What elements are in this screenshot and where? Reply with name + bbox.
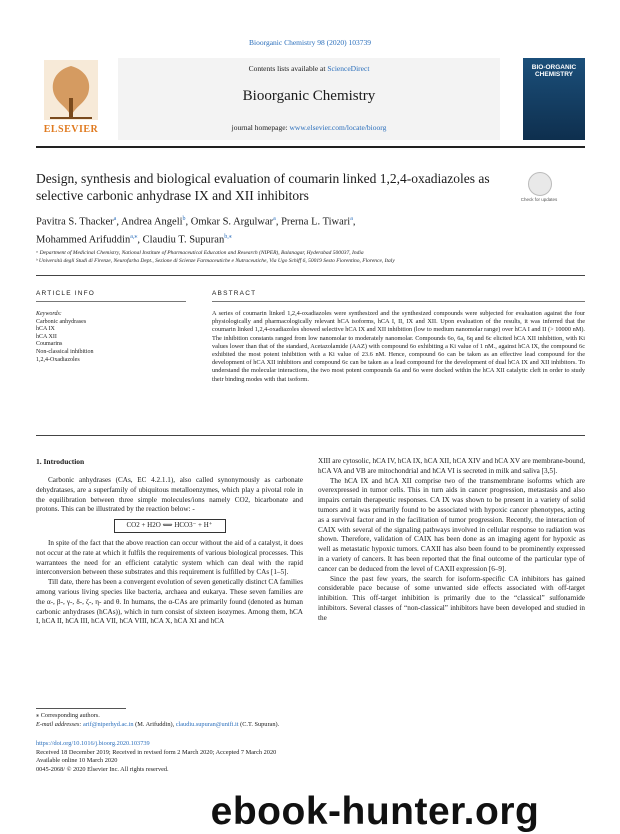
keyword-item: Non-classical inhibition [36,348,94,355]
author-sup: a,⁎ [130,233,138,240]
affiliations [36,249,585,265]
author-name[interactable]: Omkar S. Argulwar [190,216,274,228]
email-link[interactable]: claudiu.supuran@unifi.it [175,720,239,728]
keyword-item: Carbonic anhydrases [36,318,87,325]
author-list: Pavitra S. Thacker$^a$, Andrea Angeli$^b$, Omkar S. Argulwar$^a$, Prerna L. Tiwari$^a$, Mohammed Arifuddin$^{a,⁎}$, Claudiu T. Supuran$^{b,⁎}$ [36,216,356,245]
author-name[interactable]: Claudiu T. Supuran [142,234,225,245]
abstract-heading: ABSTRACT [212,290,257,297]
intro-paragraph: In spite of the fact that the above reaction can occur without the aid of a catalyst, it does not occur at the rate at which it fulfils the requirements of various biological processes. This warrantees the need for an efficient catalytic system which can deal with the rapid interconversion between these substrates and this requirement is fulfilled by CAs [1–5]. [36,538,303,577]
left-column [36,476,303,627]
received-dates: Received 18 December 2019; Received in revised form 2 March 2020; Accepted 7 March 2020 [36,748,277,756]
footnote-rule [36,708,126,709]
elsevier-wordmark: ELSEVIER [43,124,99,135]
author-sup: a [273,216,276,222]
footnotes [36,712,596,729]
email-owner: (C.T. Supuran). [238,720,280,728]
keyword-item: hCA IX [36,326,55,333]
homepage-prefix: journal homepage: [231,123,290,132]
author-sup: a [350,216,353,222]
keyword-item: 1,2,4-Oxadiazoles [36,356,80,363]
keywords-block [36,311,186,364]
affiliation-line: ᵃ Department of Medicinal Chemistry, National Institute of Pharmaceutical Education and Research (NIPER), Balanagar, Hyderabad 500037, India [36,250,364,256]
author-name[interactable]: Andrea Angeli [121,216,183,228]
keyword-item: hCA XII [36,333,57,340]
keyword-item: Coumarins [36,341,63,348]
keywords-label: Keywords: [36,311,62,317]
article-info-rule [36,301,186,302]
author-name[interactable]: Pavitra S. Thacker [36,216,114,228]
crossmark-icon[interactable] [528,172,552,196]
intro-paragraph: The hCA IX and hCA XII comprise two of the transmembrane isoforms which are overexpressed in tumor cells. This in turn aids in cancer progression, metastasis and also impairs certain therapeutic responses. CA IX was shown to be present in a variety of solid tumors and it was primarily found to be associated with hypoxic cancer phenotypes, acting as a survival factor and in the facilitation of tumor progression. Recently, the interaction of CAIX with several of the signaling pathways involved in cellular response to radiation was shown. Therefore, validation of CAIX has been done as an imaging agent for hypoxic as well as metastatic hypoxic tumors. CAXII has also been found to be prominently expressed in a variety of cancers. It has been reported that the final outcome of the particular type of cancer can be deduced from the level of CAXII expression [6–9]. [318,476,585,573]
email-line [36,721,596,730]
intro-paragraph: Carbonic anhydrases (CAs, EC 4.2.1.1), also called synonymously as carbonate dehydratases, are a superfamily of ubiquitous metalloenzymes, which play a pivotal role in the equilibration between three simple molecules/ions namely CO2, bicarbonate and protons. This can be illustrated by the reaction below: - [36,476,303,514]
copyright: 0045-2068/ © 2020 Elsevier Inc. All rights reserved. [36,765,169,773]
section-rule [36,275,585,276]
abstract-text: A series of coumarin linked 1,2,4-oxadiazoles were synthesized and the synthesized compounds were subjected for evaluation against the four physiologically and pharmacologically relevant hCA isoforms, hCA I, II, IX and XII. Upon evaluation of the results, it was inferred that the coumarin linked 1,2,4-oxadiazoles showed selective hCA IX and XII inhibition (low to medium nanomolar range) over hCA I and II (> 10000 nM). The inhibition constants ranged from low nanomolar to moderately nanomolar. Compounds 6o, 6a, 6q and 6c elicited hCA XII inhibition, with Ki values lower than that of the standard, Acetazolamide (AAZ) with compound 6o exhibiting a Ki value of 1 nM., against hCA IX, the compound 6c exhibited the most potent inhibition with a Ki value of 23.6 nM. Hence, compound 6o can be taken as an effective lead compound for the development of hCA XII inhibitors and compound 6c can be taken as a lead compound for the development of dual hCA IX and XII inhibitors. To understand the molecular interactions, the two most potent compounds 6a and 6o were docked within the hCA XII catalytic cleft in order to study their binding modes with that isoform. [212,310,585,383]
author-sup: b,⁎ [224,233,232,240]
email-link[interactable]: arif@niperhyd.ac.in [83,720,134,728]
contents-prefix: Contents lists available at [248,64,328,73]
watermark: ebook-hunter.org [210,790,540,833]
journal-citation[interactable]: Bioorganic Chemistry 98 (2020) 103739 [249,38,371,47]
intro-paragraph: Till date, there has been a convergent evolution of seven genetically distinct CA families among various living species like bacteria, archaea and eukarya. These seven families are the α-, β-, γ-, δ-, ζ-, η- and θ. In humans, the α-CAs are primarily found (denoted as human carbonic anhydrases (hCAs)), which in turn consist of sixteen isozymes. Among them, hCA I, hCA II, hCA III, hCA VII, hCA VIII, hCA X, hCA XI and hCA [36,578,303,626]
header-rule [36,146,585,148]
contents-line [118,64,500,73]
affiliation-line: ᵇ Università degli Studi di Firenze, Neurofarba Dept., Sezione di Scienze Farmaceutiche e Nutraceutiche, Via Ugo Schiff 6, 50019 Sesto Fiorentino, Florence, Italy [36,258,395,264]
intro-heading: 1. Introduction [36,457,85,466]
author-name[interactable]: Mohammed Arifuddin [36,234,131,245]
doi-link[interactable]: https://doi.org/10.1016/j.bioorg.2020.103739 [36,740,150,747]
author-sup: a [113,216,117,222]
email-owner: (M. Arifuddin), [133,720,176,728]
right-column [318,457,585,624]
email-label: E-mail addresses: [36,720,83,728]
reaction-equation: CO2 + H2O ⟺ HCO3⁻ + H⁺ [114,519,226,533]
article-title: Design, synthesis and biological evaluation of coumarin linked 1,2,4-oxadiazoles as selective carbonic anhydrase IX and XII inhibitors [36,171,490,203]
journal-name: Bioorganic Chemistry [242,88,376,104]
sciencedirect-link[interactable]: ScienceDirect [327,64,370,73]
intro-paragraph: XIII are cytosolic, hCA IV, hCA IX, hCA XII, hCA XIV and hCA XV are membrane-bound, hCA VA and VB are mitochondrial and hCA VI is secreted in milk and saliva [3,5]. [318,457,585,475]
article-info-heading: ARTICLE INFO [36,290,96,297]
available-online: Available online 10 March 2020 [36,757,118,764]
intro-paragraph: Since the past few years, the search for isoform-specific CA inhibitors has gained considerable pace because of some unwanted side effects associated with off-target inhibition. This off-target inhibition is primarily due to the “classical” sulfonamide inhibitors. Several classes of “non-classical” inhibitors have been developed and studied in the [318,574,585,622]
journal-homepage [118,123,500,132]
cover-title: BIO-ORGANIC CHEMISTRY [531,64,577,78]
abstract-rule [212,301,585,302]
corresponding-note: ⁎ Corresponding authors. [36,712,100,719]
author-sup: b [182,216,186,222]
author-name[interactable]: Prerna L. Tiwari [281,216,351,228]
publication-info [36,740,596,774]
homepage-link[interactable]: www.elsevier.com/locate/bioorg [289,123,387,132]
crossmark-label[interactable]: Check for updates [520,197,558,202]
abstract-bottom-rule [36,435,585,436]
